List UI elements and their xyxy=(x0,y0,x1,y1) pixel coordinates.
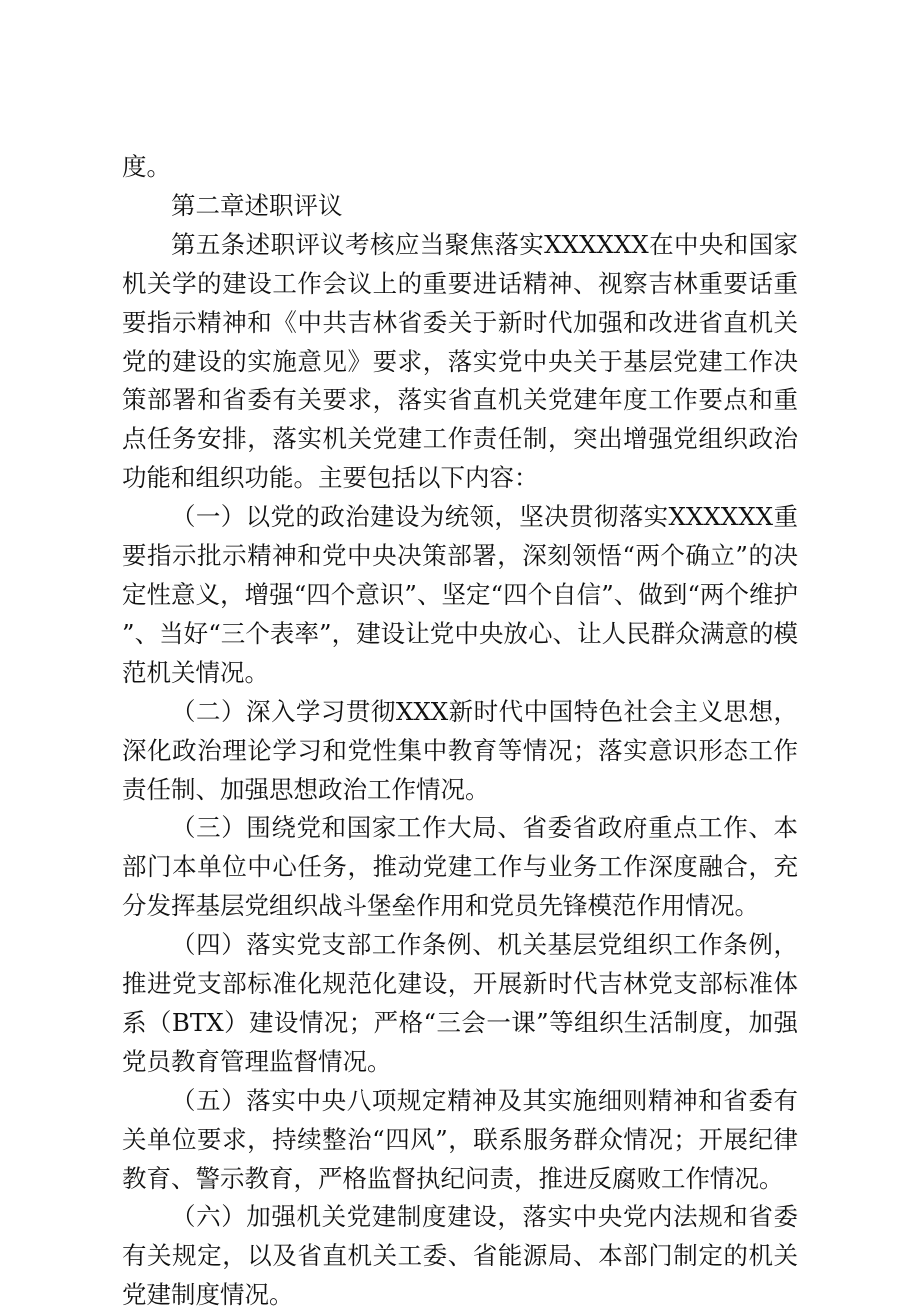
list-item-6: （六）加强机关党建制度建设，落实中央党内法规和省委有关规定，以及省直机关工委、省能源局、本部门制定的机关党建制度情况。 xyxy=(122,1202,798,1310)
paragraph-continuation: 度。 xyxy=(122,152,171,181)
list-item-3: （三）围绕党和国家工作大局、省委省政府重点工作、本部门本单位中心任务，推动党建工作与业务工作深度融合，充分发挥基层党组织战斗堡垒作用和党员先锋模范作用情况。 xyxy=(122,813,798,921)
list-item-1: （一）以党的政治建设为统领，坚决贯彻落实XXXXXX重要指示批示精神和党中央决策部署，深刻领悟“两个确立”的决定性意义，增强“四个意识”、坚定“四个自信”、做到“两个维护”、当好“三个表率”，建设让党中央放心、让人民群众满意的模范机关情况。 xyxy=(122,502,798,687)
list-item-2: （二）深入学习贯彻XXX新时代中国特色社会主义思想，深化政治理论学习和党性集中教育等情况；落实意识形态工作责任制、加强思想政治工作情况。 xyxy=(122,696,798,804)
list-item-4: （四）落实党支部工作条例、机关基层党组织工作条例，推进党支部标准化规范化建设，开展新时代吉林党支部标准体系（BTX）建设情况；严格“三会一课”等组织生活制度，加强党员教育管理监督情况。 xyxy=(122,930,798,1076)
list-item-5: （五）落实中央八项规定精神及其实施细则精神和省委有关单位要求，持续整治“四风”，联系服务群众情况；开展纪律教育、警示教育，严格监督执纪问责，推进反腐败工作情况。 xyxy=(122,1085,798,1193)
article-5-paragraph: 第五条述职评议考核应当聚焦落实XXXXXX在中央和国家机关学的建设工作会议上的重要进话精神、视察吉林重要话重要指示精神和《中共吉林省委关于新时代加强和改进省直机关党的建设的实施意见》要求，落实党中央关于基层党建工作决策部署和省委有关要求，落实省直机关党建年度工作要点和重点任务安排，落实机关党建工作责任制，突出增强党组织政治功能和组织功能。主要包括以下内容： xyxy=(122,229,798,493)
document-page xyxy=(122,148,798,1315)
chapter-heading: 第二章述职评议 xyxy=(171,190,343,220)
